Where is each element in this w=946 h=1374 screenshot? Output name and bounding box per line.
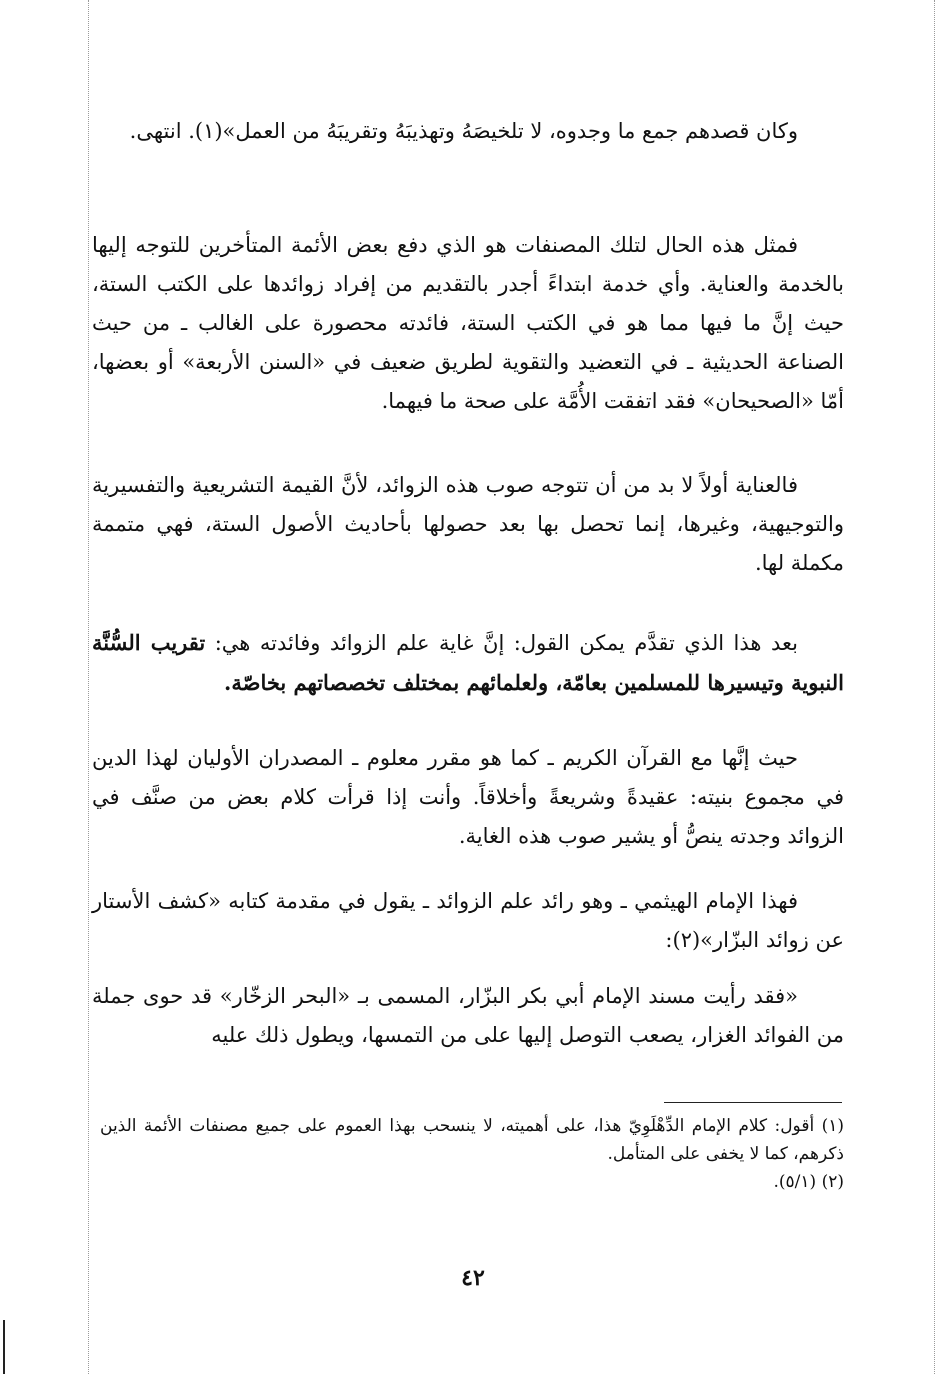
footnotes xyxy=(100,1112,844,1196)
paragraph-text: فهذا الإمام الهيثمي ـ وهو رائد علم الزوائد ـ يقول في مقدمة كتابه «كشف الأستار عن زوائد البزّار»(٢): xyxy=(92,889,844,952)
paragraph-text: «فقد رأيت مسند الإمام أبي بكر البزّار، المسمى بـ «البحر الزخّار» قد حوى جملة من الفوائد الغزار، يصعب التوصل إليها على من التمسها، ويطول ذلك عليه xyxy=(92,984,844,1047)
paragraph-text: فالعناية أولاً لا بد من أن تتوجه صوب هذه الزوائد، لأنَّ القيمة التشريعية والتفسيرية والتوجيهية، وغيرها، إنما تحصل بها بعد حصولها بأحاديث الأصول الستة، فهي متممة مكملة لها. xyxy=(92,473,844,575)
scan-edge-mark xyxy=(3,1320,5,1374)
paragraph-plain-text: بعد هذا الذي تقدَّم يمكن القول: إنَّ غاية علم الزوائد وفائدته هي: xyxy=(205,631,798,655)
paragraph-text: وكان قصدهم جمع ما وجدوه، لا تلخيصَهُ وتهذيبَهُ وتقريبَهُ من العمل»(١). انتهى. xyxy=(129,119,798,143)
footnote-2: (٢) (٥/١). xyxy=(773,1172,844,1192)
paragraph-sunnah-and-quran xyxy=(92,739,844,856)
paragraph-text xyxy=(92,623,844,703)
paragraph-later-imams xyxy=(92,226,844,421)
paragraph-quote-ending xyxy=(92,112,844,151)
paragraph-attention-to-zawaid xyxy=(92,466,844,583)
paragraph-text: حيث إنَّها مع القرآن الكريم ـ كما هو مقرر معلوم ـ المصدران الأوليان لهذا الدين في مجموع بنيته: عقيدةً وشريعةً وأخلاقاً. وأنت إذا قرأت كلام بعض من صنَّف في الزوائد وجدته ينصُّ أو يشير صوب هذه الغاية. xyxy=(92,746,844,848)
page-number: ٤٢ xyxy=(461,1265,485,1291)
paragraph-bold-text: تقريب السُّنَّة النبوية وتيسيرها للمسلمين بعامّة، ولعلمائهم بمختلف تخصصاتهم بخاصّة. xyxy=(92,630,844,695)
paragraph-haythami xyxy=(92,882,844,960)
footnote-1: (١) أقول: كلام الإمام الدِّهْلَوِيّ هذا، على أهميته، لا ينسحب بهذا العموم على جميع مصنفات الأئمة الذين ذكرهم، كما لا يخفى على المتأمل. xyxy=(100,1116,844,1164)
footnote-separator xyxy=(664,1102,842,1103)
scan-guide-line-right xyxy=(934,0,935,1374)
paragraph-text: فمثل هذه الحال لتلك المصنفات هو الذي دفع بعض الأئمة المتأخرين للتوجه إليها بالخدمة والعناية. وأي خدمة ابتداءً أجدر بالتقديم من إفراد زوائدها على الكتب الستة، حيث إنَّ ما فيها مما هو في الكتب الستة، فائدته محصورة على الغالب ـ من حيث الصناعة الحديثية ـ في التعضيد والتقوية لطريق ضعيف في «السنن الأربعة» أو بعضها، أمّا «الصحيحان» فقد اتفقت الأُمَّة على صحة ما فيهما. xyxy=(92,233,844,413)
paragraph-bazzar-quote xyxy=(92,977,844,1055)
paragraph-goal-of-zawaid xyxy=(92,623,844,703)
scan-guide-line-left xyxy=(88,0,89,1374)
